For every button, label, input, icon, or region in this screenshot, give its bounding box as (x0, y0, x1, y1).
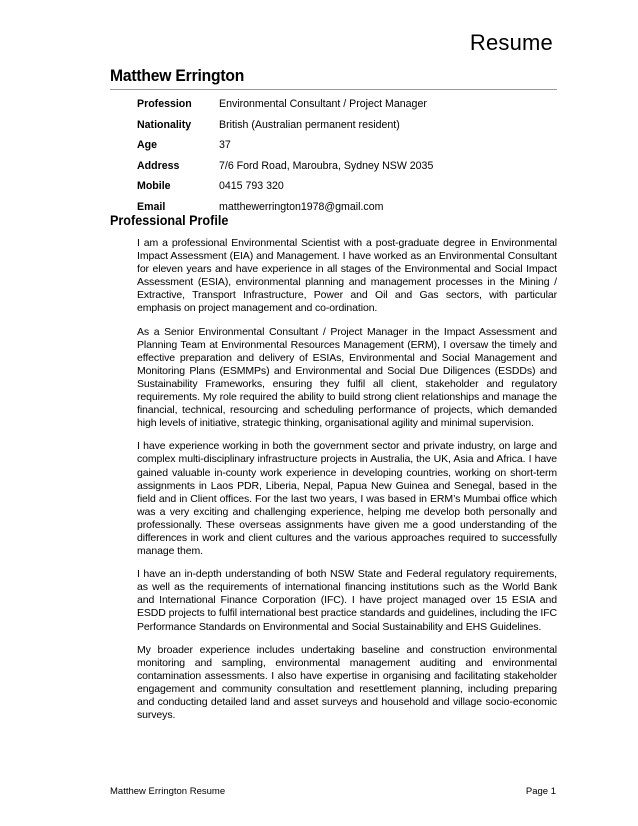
profile-paragraph: I am a professional Environmental Scientist with a post-graduate degree in Environmental Impact Assessment (EIA) and Management. I have worked as an Environmental Consultant for eleven years and have experience in all stages of the Environmental and Social Impact Assessment (ESIA), environmental planning and management processes in the Mining / Extractive, Transport Infrastructure, Power and Oil and Gas sectors, with particular emphasis on project management and co-ordination. (137, 237, 557, 315)
detail-value: Environmental Consultant / Project Manager (219, 98, 427, 110)
detail-label: Address (137, 159, 180, 172)
name-divider (110, 89, 557, 90)
profile-paragraph: My broader experience includes undertaking baseline and construction environmental monitoring and sampling, environmental management auditing and environmental contamination assessments. I also have expertise in organising and facilitating stakeholder engagement and community consultation and resettlement planning, including preparing and conducting detailed land and asset surveys and household and village socio-economic surveys. (137, 643, 557, 722)
detail-value: matthewerrington1978@gmail.com (219, 200, 384, 213)
document-title: Resume (469, 30, 553, 55)
candidate-name: Matthew Errington (110, 66, 245, 85)
detail-label: Age (137, 139, 158, 151)
detail-label: Profession (137, 98, 192, 110)
section-heading-professional-profile: Professional Profile (110, 212, 229, 228)
detail-value: 37 (219, 139, 231, 151)
detail-label: Email (137, 200, 166, 213)
personal-details (137, 97, 433, 220)
footer-document-name: Matthew Errington Resume (110, 786, 226, 797)
profile-body (137, 237, 557, 732)
detail-row-age (137, 138, 433, 159)
profile-paragraph: As a Senior Environmental Consultant / Project Manager in the Impact Assessment and Planning Team at Environmental Resources Management (ERM), I oversaw the timely and effective preparation and delivery of ESIAs, Environmental and Social Management and Monitoring Plans (ESMMPs) and Environmental and Social Due Diligences (ESDDs) and Sustainability Frameworks, ensuring they fulfil all client, stakeholder and regulatory requirements. My role required the ability to build strong client relationships and manage the financial, technical, resourcing and scheduling performance of projects, which demanded high levels of initiative, strategic thinking, organisational agility and minimal supervision. (137, 325, 557, 430)
profile-paragraph: I have experience working in both the government sector and private industry, on large and complex multi-disciplinary infrastructure projects in Australia, the UK, Asia and Africa. I have gained valuable in-county work experience in developing countries, working on short-term assignments in Laos PDR, Liberia, Nepal, Papua New Guinea and Senegal, based in the field and in Client offices. For the last two years, I was based in ERM’s Mumbai office which was a very exciting and challenging experience, helping me develop both personally and professionally. These overseas assignments have given me a good understanding of the differences in work and client cultures and the various approaches required to successfully manage them. (137, 440, 557, 558)
footer-page-number: Page 1 (525, 786, 556, 797)
detail-label: Mobile (137, 180, 171, 192)
detail-row-profession (137, 97, 433, 118)
detail-row-address (137, 159, 433, 180)
detail-value: British (Australian permanent resident) (219, 118, 400, 131)
detail-label: Nationality (137, 118, 192, 131)
profile-paragraph: I have an in-depth understanding of both NSW State and Federal regulatory requirements, as well as the requirements of international financing institutions such as the World Bank and International Finance Corporation (IFC). I have project managed over 15 ESIA and ESDD projects to fulfil international best practice standards and guidelines, including the IFC Performance Standards on Environmental and Social Sustainability and EHS Guidelines. (137, 568, 557, 633)
detail-row-mobile (137, 179, 433, 200)
detail-value: 7/6 Ford Road, Maroubra, Sydney NSW 2035 (219, 159, 434, 172)
detail-row-nationality (137, 118, 433, 139)
detail-value: 0415 793 320 (219, 180, 284, 192)
